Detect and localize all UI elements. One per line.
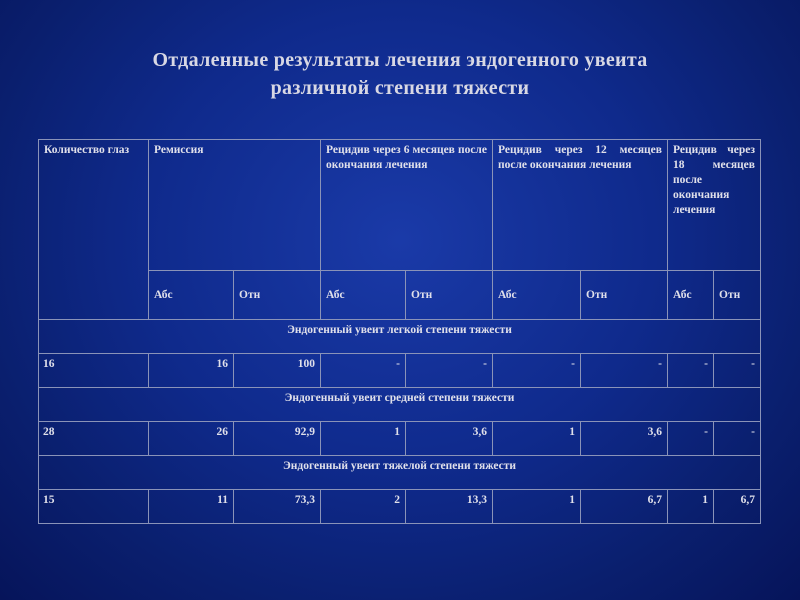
table-cell: 26 [149, 422, 234, 456]
subheader-abs: Абс [149, 271, 234, 320]
section-row-severe [39, 456, 761, 490]
subheader-rel: Отн [581, 271, 668, 320]
table-cell: 16 [39, 354, 149, 388]
table-row-mild [39, 354, 761, 388]
table-cell: 16 [149, 354, 234, 388]
table-cell: 6,7 [714, 490, 761, 524]
table-cell: 100 [234, 354, 321, 388]
subheader-rel: Отн [714, 271, 761, 320]
table-cell: - [714, 354, 761, 388]
slide-title-line-1: Отдаленные результаты лечения эндогенного увеита [152, 49, 648, 71]
section-label: Эндогенный увеит тяжелой степени тяжести [39, 456, 761, 490]
table-cell: 3,6 [581, 422, 668, 456]
table-cell: - [714, 422, 761, 456]
table-cell: - [493, 354, 581, 388]
section-label: Эндогенный увеит средней степени тяжести [39, 388, 761, 422]
table-cell: 11 [149, 490, 234, 524]
table-row-moderate [39, 422, 761, 456]
table-cell: - [668, 354, 714, 388]
results-table [38, 139, 761, 524]
table-cell: 13,3 [406, 490, 493, 524]
header-row [39, 140, 761, 271]
section-row-mild [39, 320, 761, 354]
header-relapse-12: Рецидив через 12 месяцев после окончания лечения [493, 140, 668, 271]
table-cell: 28 [39, 422, 149, 456]
table-cell: 6,7 [581, 490, 668, 524]
table-cell: - [581, 354, 668, 388]
table-cell: 1 [668, 490, 714, 524]
table-row-severe [39, 490, 761, 524]
table-cell: 1 [493, 422, 581, 456]
table-cell: 1 [321, 422, 406, 456]
table-cell: - [668, 422, 714, 456]
subheader-abs: Абс [321, 271, 406, 320]
header-remission: Ремиссия [149, 140, 321, 271]
slide-title-line-2: различной степени тяжести [270, 77, 530, 99]
table-cell: 15 [39, 490, 149, 524]
section-label: Эндогенный увеит легкой степени тяжести [39, 320, 761, 354]
header-relapse-18: Рецидив через 18 месяцев после окончания лечения [668, 140, 761, 271]
table-cell: 92,9 [234, 422, 321, 456]
section-row-moderate [39, 388, 761, 422]
table-cell: - [321, 354, 406, 388]
table-cell: 1 [493, 490, 581, 524]
subheader-abs: Абс [493, 271, 581, 320]
header-relapse-6: Рецидив через 6 месяцев после окончания лечения [321, 140, 493, 271]
slide-title [0, 46, 800, 102]
table-cell: 2 [321, 490, 406, 524]
table-cell: 3,6 [406, 422, 493, 456]
subheader-abs: Абс [668, 271, 714, 320]
subheader-rel: Отн [406, 271, 493, 320]
subheader-rel: Отн [234, 271, 321, 320]
table-cell: 73,3 [234, 490, 321, 524]
header-count: Количество глаз [39, 140, 149, 320]
table-cell: - [406, 354, 493, 388]
